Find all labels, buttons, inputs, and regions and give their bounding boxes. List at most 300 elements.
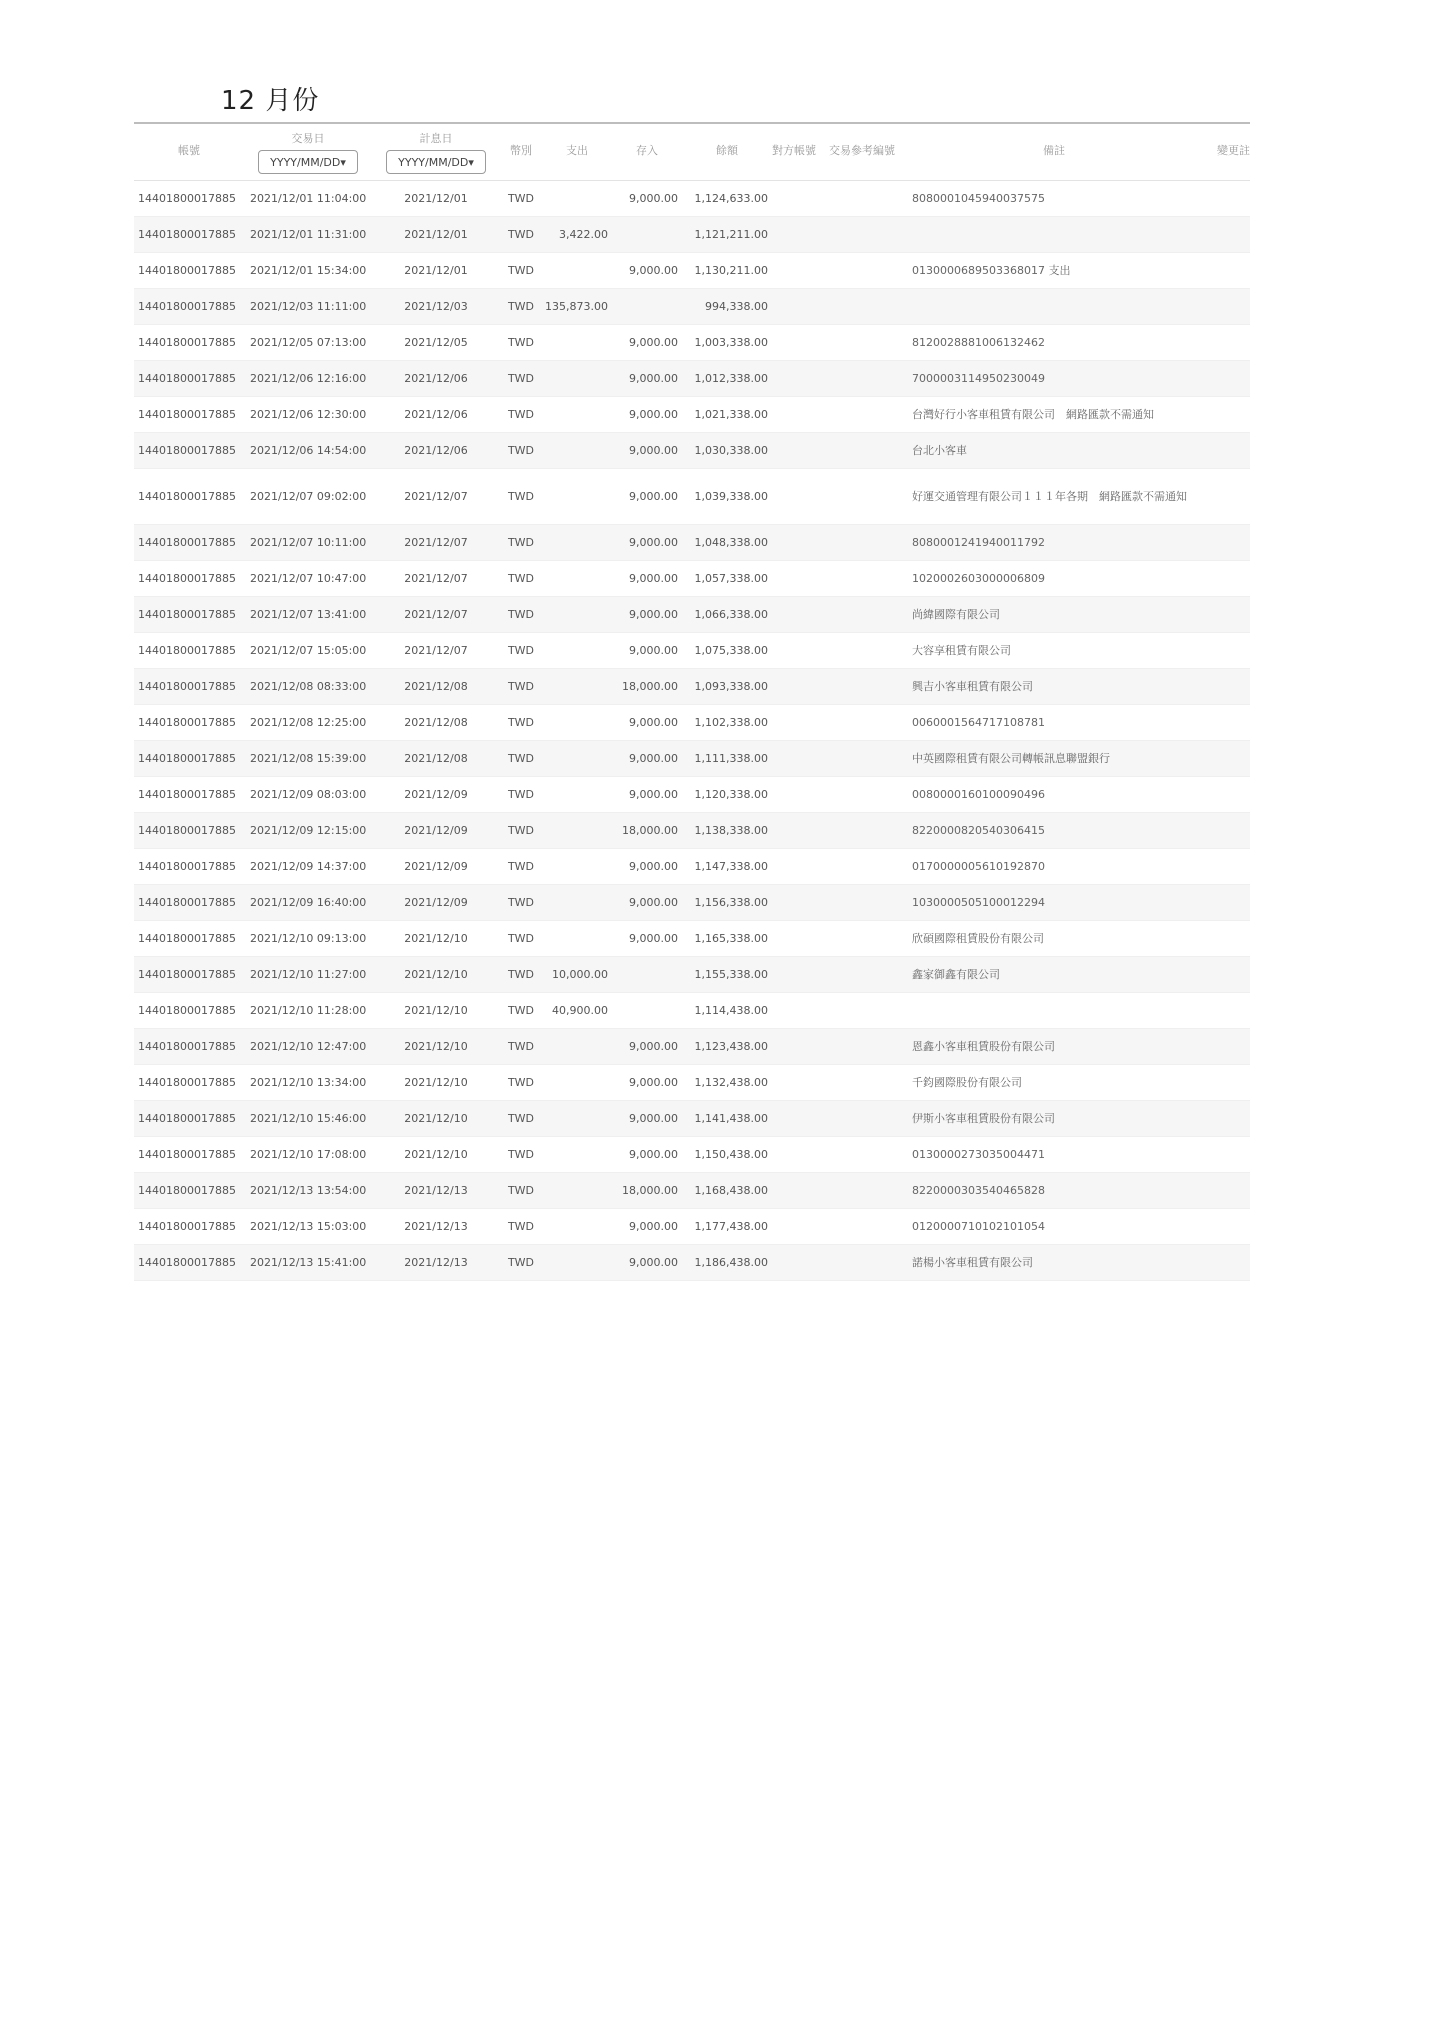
cell-value-date: 2021/12/06 — [372, 397, 500, 433]
cell-value-date: 2021/12/10 — [372, 993, 500, 1029]
table-row — [134, 597, 1250, 633]
cell-deposit: 9,000.00 — [612, 397, 682, 433]
cell-value-date: 2021/12/10 — [372, 921, 500, 957]
cell-counter-account — [772, 561, 816, 597]
cell-verify — [1200, 777, 1250, 813]
cell-value-date: 2021/12/06 — [372, 433, 500, 469]
cell-account: 14401800017885 — [134, 289, 244, 325]
cell-value-date: 2021/12/09 — [372, 885, 500, 921]
cell-value-date: 2021/12/13 — [372, 1209, 500, 1245]
cell-currency: TWD — [500, 361, 542, 397]
cell-verify — [1200, 561, 1250, 597]
cell-deposit — [612, 993, 682, 1029]
table-row — [134, 777, 1250, 813]
cell-verify — [1200, 705, 1250, 741]
cell-balance: 1,177,438.00 — [682, 1209, 772, 1245]
cell-verify — [1200, 1101, 1250, 1137]
cell-currency: TWD — [500, 849, 542, 885]
cell-memo: 台灣好行小客車租賃有限公司 網路匯款不需通知 — [908, 397, 1200, 433]
cell-account: 14401800017885 — [134, 469, 244, 525]
cell-memo: 8220000820540306415 — [908, 813, 1200, 849]
cell-counter-account — [772, 361, 816, 397]
cell-verify — [1200, 325, 1250, 361]
cell-balance: 994,338.00 — [682, 289, 772, 325]
cell-balance: 1,165,338.00 — [682, 921, 772, 957]
cell-counter-account — [772, 813, 816, 849]
cell-ref-note — [816, 361, 908, 397]
cell-counter-account — [772, 1173, 816, 1209]
cell-currency: TWD — [500, 397, 542, 433]
cell-memo: 8120028881006132462 — [908, 325, 1200, 361]
cell-counter-account — [772, 993, 816, 1029]
cell-memo: 0060001564717108781 — [908, 705, 1200, 741]
cell-account: 14401800017885 — [134, 217, 244, 253]
cell-verify — [1200, 433, 1250, 469]
table-row — [134, 633, 1250, 669]
cell-balance: 1,003,338.00 — [682, 325, 772, 361]
cell-account: 14401800017885 — [134, 1029, 244, 1065]
cell-balance: 1,141,438.00 — [682, 1101, 772, 1137]
table-row — [134, 885, 1250, 921]
cell-value-date: 2021/12/07 — [372, 633, 500, 669]
cell-balance: 1,124,633.00 — [682, 181, 772, 217]
cell-account: 14401800017885 — [134, 525, 244, 561]
cell-currency: TWD — [500, 289, 542, 325]
cell-deposit: 9,000.00 — [612, 525, 682, 561]
cell-value-date: 2021/12/10 — [372, 1137, 500, 1173]
cell-verify — [1200, 597, 1250, 633]
cell-balance: 1,075,338.00 — [682, 633, 772, 669]
cell-balance: 1,114,438.00 — [682, 993, 772, 1029]
cell-account: 14401800017885 — [134, 1245, 244, 1281]
cell-txn-date: 2021/12/06 14:54:00 — [244, 433, 372, 469]
cell-balance: 1,102,338.00 — [682, 705, 772, 741]
cell-value-date: 2021/12/05 — [372, 325, 500, 361]
cell-withdraw — [542, 777, 612, 813]
cell-account: 14401800017885 — [134, 361, 244, 397]
cell-txn-date: 2021/12/08 15:39:00 — [244, 741, 372, 777]
cell-currency: TWD — [500, 921, 542, 957]
cell-txn-date: 2021/12/13 13:54:00 — [244, 1173, 372, 1209]
cell-txn-date: 2021/12/09 14:37:00 — [244, 849, 372, 885]
cell-memo: 1030000505100012294 — [908, 885, 1200, 921]
table-row — [134, 741, 1250, 777]
cell-balance: 1,057,338.00 — [682, 561, 772, 597]
cell-txn-date: 2021/12/08 08:33:00 — [244, 669, 372, 705]
cell-ref-note — [816, 1101, 908, 1137]
cell-txn-date: 2021/12/07 13:41:00 — [244, 597, 372, 633]
cell-memo: 1020002603000006809 — [908, 561, 1200, 597]
cell-memo: 大容享租賃有限公司 — [908, 633, 1200, 669]
cell-account: 14401800017885 — [134, 849, 244, 885]
cell-account: 14401800017885 — [134, 1065, 244, 1101]
cell-currency: TWD — [500, 525, 542, 561]
cell-verify — [1200, 217, 1250, 253]
cell-verify — [1200, 849, 1250, 885]
cell-deposit: 9,000.00 — [612, 1137, 682, 1173]
cell-counter-account — [772, 633, 816, 669]
cell-value-date: 2021/12/10 — [372, 957, 500, 993]
cell-withdraw — [542, 1065, 612, 1101]
cell-ref-note — [816, 1065, 908, 1101]
cell-value-date: 2021/12/08 — [372, 705, 500, 741]
cell-counter-account — [772, 525, 816, 561]
table-row — [134, 669, 1250, 705]
cell-account: 14401800017885 — [134, 633, 244, 669]
cell-withdraw — [542, 1029, 612, 1065]
cell-verify — [1200, 741, 1250, 777]
cell-value-date: 2021/12/08 — [372, 741, 500, 777]
cell-ref-note — [816, 325, 908, 361]
cell-txn-date: 2021/12/09 08:03:00 — [244, 777, 372, 813]
cell-withdraw: 135,873.00 — [542, 289, 612, 325]
header-currency: 幣別 — [500, 124, 542, 181]
cell-verify — [1200, 1245, 1250, 1281]
cell-withdraw — [542, 397, 612, 433]
cell-withdraw — [542, 181, 612, 217]
cell-withdraw — [542, 469, 612, 525]
cell-currency: TWD — [500, 1245, 542, 1281]
cell-currency: TWD — [500, 1209, 542, 1245]
cell-withdraw — [542, 1209, 612, 1245]
cell-withdraw — [542, 633, 612, 669]
table-row — [134, 813, 1250, 849]
cell-withdraw — [542, 525, 612, 561]
table-row — [134, 361, 1250, 397]
cell-memo: 尚緯國際有限公司 — [908, 597, 1200, 633]
cell-txn-date: 2021/12/06 12:30:00 — [244, 397, 372, 433]
cell-currency: TWD — [500, 561, 542, 597]
header-verify: 變更註 — [1200, 124, 1250, 181]
cell-currency: TWD — [500, 1101, 542, 1137]
header-deposit: 存入 — [612, 124, 682, 181]
table-row — [134, 469, 1250, 525]
cell-verify — [1200, 1065, 1250, 1101]
cell-account: 14401800017885 — [134, 1173, 244, 1209]
cell-txn-date: 2021/12/10 17:08:00 — [244, 1137, 372, 1173]
cell-value-date: 2021/12/09 — [372, 813, 500, 849]
cell-deposit: 9,000.00 — [612, 777, 682, 813]
cell-counter-account — [772, 741, 816, 777]
cell-txn-date: 2021/12/10 12:47:00 — [244, 1029, 372, 1065]
cell-ref-note — [816, 921, 908, 957]
table-row — [134, 957, 1250, 993]
cell-ref-note — [816, 433, 908, 469]
cell-deposit: 9,000.00 — [612, 705, 682, 741]
cell-balance: 1,120,338.00 — [682, 777, 772, 813]
cell-verify — [1200, 957, 1250, 993]
table-row — [134, 705, 1250, 741]
cell-deposit: 9,000.00 — [612, 597, 682, 633]
cell-currency: TWD — [500, 1173, 542, 1209]
cell-withdraw — [542, 1245, 612, 1281]
cell-memo: 8080001241940011792 — [908, 525, 1200, 561]
cell-txn-date: 2021/12/01 11:04:00 — [244, 181, 372, 217]
cell-currency: TWD — [500, 741, 542, 777]
cell-memo: 0080000160100090496 — [908, 777, 1200, 813]
cell-account: 14401800017885 — [134, 777, 244, 813]
cell-account: 14401800017885 — [134, 181, 244, 217]
cell-txn-date: 2021/12/10 13:34:00 — [244, 1065, 372, 1101]
cell-txn-date: 2021/12/06 12:16:00 — [244, 361, 372, 397]
table-row — [134, 849, 1250, 885]
cell-txn-date: 2021/12/09 16:40:00 — [244, 885, 372, 921]
cell-withdraw — [542, 741, 612, 777]
cell-counter-account — [772, 289, 816, 325]
cell-ref-note — [816, 633, 908, 669]
cell-counter-account — [772, 1101, 816, 1137]
cell-currency: TWD — [500, 433, 542, 469]
cell-ref-note — [816, 741, 908, 777]
cell-deposit: 18,000.00 — [612, 813, 682, 849]
cell-ref-note — [816, 1173, 908, 1209]
cell-txn-date: 2021/12/10 09:13:00 — [244, 921, 372, 957]
cell-balance: 1,021,338.00 — [682, 397, 772, 433]
cell-counter-account — [772, 1137, 816, 1173]
cell-memo: 恩鑫小客車租賃股份有限公司 — [908, 1029, 1200, 1065]
cell-deposit: 9,000.00 — [612, 1029, 682, 1065]
cell-txn-date: 2021/12/08 12:25:00 — [244, 705, 372, 741]
table-row — [134, 289, 1250, 325]
cell-account: 14401800017885 — [134, 669, 244, 705]
cell-balance: 1,168,438.00 — [682, 1173, 772, 1209]
table-row — [134, 1065, 1250, 1101]
transactions-table-wrapper — [134, 122, 1250, 1281]
cell-balance: 1,121,211.00 — [682, 217, 772, 253]
cell-memo: 鑫家御鑫有限公司 — [908, 957, 1200, 993]
cell-memo: 台北小客車 — [908, 433, 1200, 469]
page-title: 12 月份 — [221, 86, 320, 116]
cell-verify — [1200, 361, 1250, 397]
cell-ref-note — [816, 289, 908, 325]
cell-verify — [1200, 181, 1250, 217]
cell-memo: 8220000303540465828 — [908, 1173, 1200, 1209]
cell-account: 14401800017885 — [134, 433, 244, 469]
transactions-body — [134, 181, 1250, 1281]
cell-withdraw — [542, 361, 612, 397]
cell-memo: 欣碩國際租賃股份有限公司 — [908, 921, 1200, 957]
cell-value-date: 2021/12/10 — [372, 1065, 500, 1101]
table-row — [134, 1101, 1250, 1137]
cell-deposit: 9,000.00 — [612, 561, 682, 597]
cell-ref-note — [816, 669, 908, 705]
cell-txn-date: 2021/12/03 11:11:00 — [244, 289, 372, 325]
cell-deposit — [612, 217, 682, 253]
cell-counter-account — [772, 181, 816, 217]
cell-verify — [1200, 1137, 1250, 1173]
table-row — [134, 217, 1250, 253]
cell-value-date: 2021/12/01 — [372, 253, 500, 289]
cell-memo — [908, 993, 1200, 1029]
cell-verify — [1200, 813, 1250, 849]
cell-txn-date: 2021/12/07 15:05:00 — [244, 633, 372, 669]
cell-currency: TWD — [500, 217, 542, 253]
cell-deposit: 9,000.00 — [612, 181, 682, 217]
header-memo: 備註 — [908, 124, 1200, 181]
cell-account: 14401800017885 — [134, 1137, 244, 1173]
cell-currency: TWD — [500, 469, 542, 525]
cell-account: 14401800017885 — [134, 1209, 244, 1245]
cell-account: 14401800017885 — [134, 561, 244, 597]
cell-balance: 1,186,438.00 — [682, 1245, 772, 1281]
cell-currency: TWD — [500, 705, 542, 741]
cell-memo: 諾楊小客車租賃有限公司 — [908, 1245, 1200, 1281]
header-value-date: 計息日 YYYY/MM/DD▾ — [372, 124, 500, 181]
cell-ref-note — [816, 217, 908, 253]
cell-balance: 1,048,338.00 — [682, 525, 772, 561]
cell-ref-note — [816, 813, 908, 849]
cell-txn-date: 2021/12/10 11:28:00 — [244, 993, 372, 1029]
cell-currency: TWD — [500, 993, 542, 1029]
table-row — [134, 561, 1250, 597]
cell-ref-note — [816, 253, 908, 289]
cell-value-date: 2021/12/01 — [372, 217, 500, 253]
cell-currency: TWD — [500, 669, 542, 705]
table-row — [134, 325, 1250, 361]
cell-memo — [908, 217, 1200, 253]
cell-balance: 1,150,438.00 — [682, 1137, 772, 1173]
cell-currency: TWD — [500, 325, 542, 361]
cell-deposit: 9,000.00 — [612, 921, 682, 957]
cell-memo: 興吉小客車租賃有限公司 — [908, 669, 1200, 705]
cell-txn-date: 2021/12/10 15:46:00 — [244, 1101, 372, 1137]
cell-account: 14401800017885 — [134, 597, 244, 633]
value-date-filter-select[interactable]: YYYY/MM/DD▾ — [386, 150, 486, 174]
cell-deposit: 9,000.00 — [612, 741, 682, 777]
cell-balance: 1,066,338.00 — [682, 597, 772, 633]
cell-ref-note — [816, 885, 908, 921]
table-header-row — [134, 124, 1250, 181]
cell-txn-date: 2021/12/10 11:27:00 — [244, 957, 372, 993]
cell-txn-date: 2021/12/05 07:13:00 — [244, 325, 372, 361]
cell-currency: TWD — [500, 253, 542, 289]
table-row — [134, 921, 1250, 957]
cell-currency: TWD — [500, 777, 542, 813]
cell-value-date: 2021/12/07 — [372, 469, 500, 525]
header-account: 帳號 — [134, 124, 244, 181]
cell-counter-account — [772, 433, 816, 469]
cell-memo: 0170000005610192870 — [908, 849, 1200, 885]
txn-date-filter-select[interactable]: YYYY/MM/DD▾ — [258, 150, 358, 174]
cell-counter-account — [772, 1029, 816, 1065]
cell-memo: 7000003114950230049 — [908, 361, 1200, 397]
cell-withdraw — [542, 705, 612, 741]
cell-withdraw — [542, 1101, 612, 1137]
cell-ref-note — [816, 1137, 908, 1173]
cell-ref-note — [816, 181, 908, 217]
cell-ref-note — [816, 1245, 908, 1281]
cell-counter-account — [772, 1245, 816, 1281]
cell-account: 14401800017885 — [134, 397, 244, 433]
cell-balance: 1,012,338.00 — [682, 361, 772, 397]
header-withdraw: 支出 — [542, 124, 612, 181]
cell-account: 14401800017885 — [134, 921, 244, 957]
table-row — [134, 253, 1250, 289]
cell-deposit: 9,000.00 — [612, 469, 682, 525]
cell-verify — [1200, 1029, 1250, 1065]
cell-value-date: 2021/12/13 — [372, 1173, 500, 1209]
cell-account: 14401800017885 — [134, 741, 244, 777]
cell-deposit: 9,000.00 — [612, 433, 682, 469]
cell-balance: 1,155,338.00 — [682, 957, 772, 993]
cell-withdraw — [542, 885, 612, 921]
cell-memo: 0120000710102101054 — [908, 1209, 1200, 1245]
header-balance: 餘額 — [682, 124, 772, 181]
cell-counter-account — [772, 705, 816, 741]
header-ref-note: 交易參考編號 — [816, 124, 908, 181]
cell-withdraw — [542, 813, 612, 849]
cell-account: 14401800017885 — [134, 957, 244, 993]
cell-counter-account — [772, 253, 816, 289]
cell-deposit: 18,000.00 — [612, 1173, 682, 1209]
table-row — [134, 1209, 1250, 1245]
cell-ref-note — [816, 597, 908, 633]
cell-balance: 1,130,211.00 — [682, 253, 772, 289]
cell-verify — [1200, 921, 1250, 957]
cell-memo: 好運交通管理有限公司１１１年各期 網路匯款不需通知 — [908, 469, 1200, 525]
table-row — [134, 1245, 1250, 1281]
cell-txn-date: 2021/12/07 10:11:00 — [244, 525, 372, 561]
table-row — [134, 1137, 1250, 1173]
cell-currency: TWD — [500, 1137, 542, 1173]
cell-ref-note — [816, 1029, 908, 1065]
cell-balance: 1,156,338.00 — [682, 885, 772, 921]
cell-withdraw: 10,000.00 — [542, 957, 612, 993]
cell-currency: TWD — [500, 957, 542, 993]
cell-value-date: 2021/12/03 — [372, 289, 500, 325]
cell-txn-date: 2021/12/09 12:15:00 — [244, 813, 372, 849]
cell-account: 14401800017885 — [134, 253, 244, 289]
cell-txn-date: 2021/12/13 15:03:00 — [244, 1209, 372, 1245]
table-row — [134, 1029, 1250, 1065]
cell-verify — [1200, 397, 1250, 433]
cell-value-date: 2021/12/06 — [372, 361, 500, 397]
cell-value-date: 2021/12/10 — [372, 1029, 500, 1065]
cell-counter-account — [772, 1065, 816, 1101]
cell-verify — [1200, 885, 1250, 921]
cell-withdraw — [542, 849, 612, 885]
cell-currency: TWD — [500, 885, 542, 921]
cell-currency: TWD — [500, 181, 542, 217]
cell-ref-note — [816, 525, 908, 561]
cell-counter-account — [772, 669, 816, 705]
cell-deposit: 9,000.00 — [612, 325, 682, 361]
cell-balance: 1,111,338.00 — [682, 741, 772, 777]
cell-currency: TWD — [500, 1029, 542, 1065]
cell-verify — [1200, 253, 1250, 289]
cell-deposit: 9,000.00 — [612, 885, 682, 921]
cell-counter-account — [772, 885, 816, 921]
cell-withdraw — [542, 253, 612, 289]
cell-ref-note — [816, 705, 908, 741]
cell-txn-date: 2021/12/07 09:02:00 — [244, 469, 372, 525]
cell-balance: 1,147,338.00 — [682, 849, 772, 885]
header-txn-date: 交易日 YYYY/MM/DD▾ — [244, 124, 372, 181]
cell-balance: 1,030,338.00 — [682, 433, 772, 469]
cell-balance: 1,039,338.00 — [682, 469, 772, 525]
table-row — [134, 525, 1250, 561]
cell-memo: 中英國際租賃有限公司轉帳訊息聯盟銀行 — [908, 741, 1200, 777]
cell-deposit: 9,000.00 — [612, 633, 682, 669]
cell-verify — [1200, 469, 1250, 525]
cell-ref-note — [816, 849, 908, 885]
cell-balance: 1,138,338.00 — [682, 813, 772, 849]
cell-txn-date: 2021/12/01 11:31:00 — [244, 217, 372, 253]
cell-deposit — [612, 289, 682, 325]
cell-withdraw — [542, 1173, 612, 1209]
cell-withdraw: 3,422.00 — [542, 217, 612, 253]
cell-verify — [1200, 1173, 1250, 1209]
